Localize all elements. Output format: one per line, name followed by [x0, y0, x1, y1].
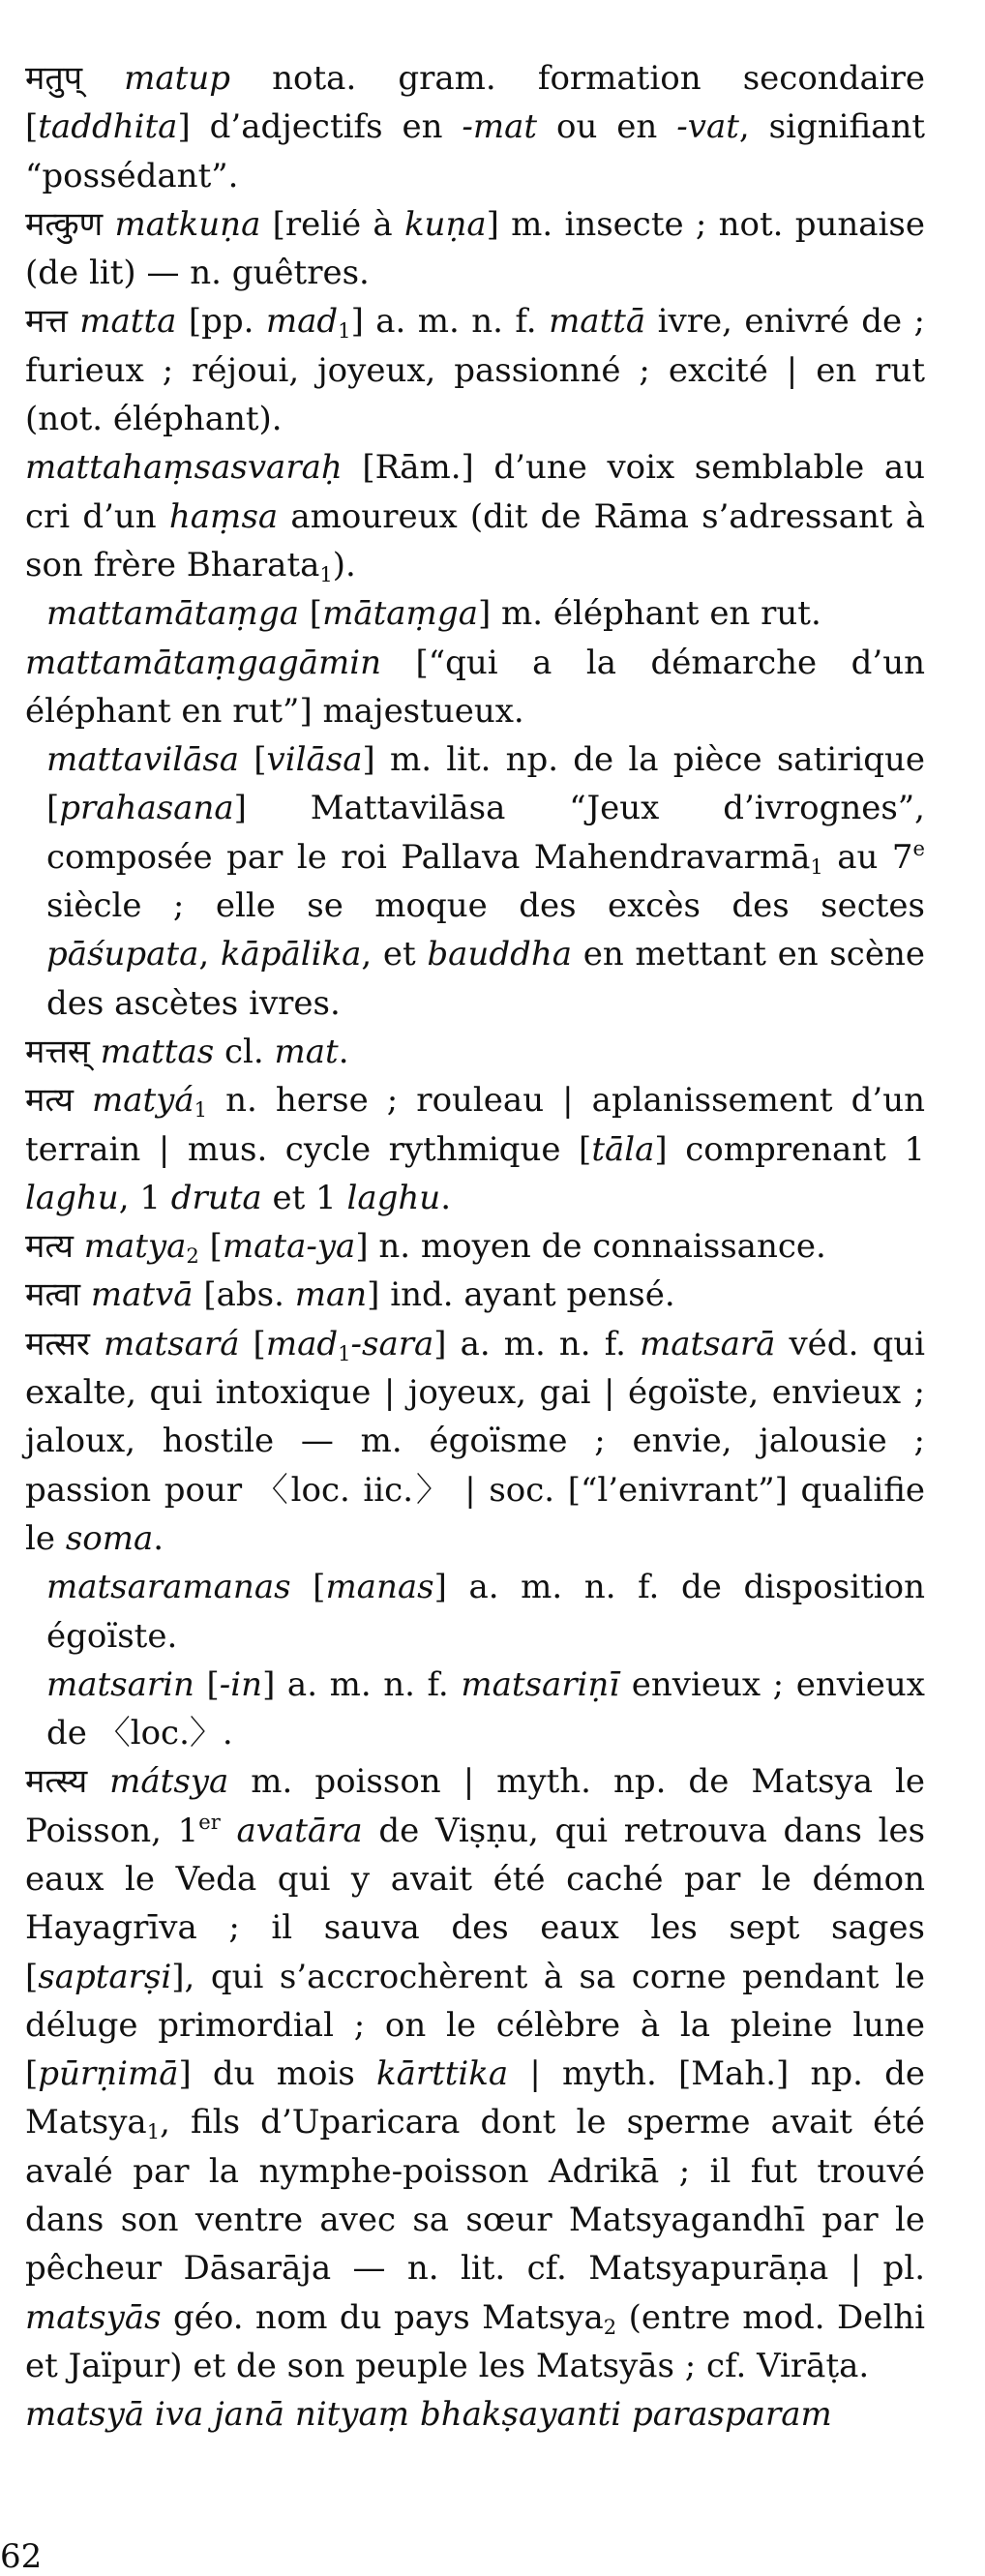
dictionary-entry: मत्त matta [pp. mad$_1$] a. m. n. f. mattā ivre, enivré de ; furieux ; réjoui, joyeux, passionné ; excité | en rut (not. éléphant).	[25, 302, 926, 439]
dictionary-entry: mattavilāsa [vilāsa] m. lit. np. de la pièce satirique [prahasana] Mattavilāsa “Jeux d’ivrognes”, composée par le roi Pallava Mahendravarmā$_1$ au 7e siècle ; elle se moque des excès des sectes pāśupata, kāpālika, et bauddha en mettant en scène des ascètes ivres.	[46, 740, 925, 1023]
dictionary-entry: मत्वा matvā [abs. man] ind. ayant pensé.	[25, 1275, 675, 1315]
dictionary-entry: mattamātaṃga [mātaṃga] m. éléphant en rut.	[46, 594, 821, 634]
dictionary-entry: मतुप् matup nota. gram. formation secondaire [taddhita] d’adjectifs en -mat ou en -vat, signifiant “possédant”.	[25, 59, 926, 195]
dictionary-entry: मत्कुण matkuṇa [relié à kuṇa] m. insecte ; not. punaise (de lit) — n. guêtres.	[25, 204, 926, 293]
dictionary-entry: matsaramanas [manas] a. m. n. f. de disposition égoïste.	[46, 1568, 925, 1656]
dictionary-entry: matsarin [-in] a. m. n. f. matsariṇī envieux ; envieux de 〈loc.〉.	[46, 1664, 925, 1753]
entry-list	[25, 54, 925, 2440]
page-number: 62	[0, 2537, 43, 2576]
dictionary-entry: मत्तस् mattas cl. mat.	[25, 1032, 349, 1071]
dictionary-entry: मत्य matya$_2$ [mata-ya] n. moyen de connaissance.	[25, 1227, 826, 1269]
dictionary-entry: mattamātaṃgagāmin [“qui a la démarche d’un éléphant en rut”] majestueux.	[25, 643, 925, 731]
dictionary-entry: matsyā iva janā nityaṃ bhakṣayanti parasparam	[25, 2395, 832, 2435]
dictionary-page	[25, 54, 925, 2440]
dictionary-entry: मत्य matyá$_1$ n. herse ; rouleau | aplanissement d’un terrain | mus. cycle rythmique [tāla] comprenant 1 laghu, 1 druta et 1 laghu.	[25, 1081, 925, 1217]
dictionary-entry: मत्सर matsará [mad$_1$-sara] a. m. n. f. matsarā véd. qui exalte, qui intoxique | joyeux, gai | égoïste, envieux ; jaloux, hostile — m. égoïsme ; envie, jalousie ; passion pour 〈loc. iic.〉 | soc. [“l’enivrant”] qualifie le soma.	[25, 1324, 925, 1558]
dictionary-entry: मत्स्य mátsya m. poisson | myth. np. de Matsya le Poisson, 1er avatāra de Viṣṇu, qui retrouva dans les eaux le Veda qui y avait été caché par le démon Hayagrīva ; il sauva des eaux les sept sages [saptarṣi], qui s’accrochèrent à sa corne pendant le déluge primordial ; on le célèbre à la pleine lune [pūrṇimā] du mois kārttika | myth. [Mah.] np. de Matsya$_1$, fils d’Uparicara dont le sperme avait été avalé par la nymphe-poisson Adrikā ; il fut trouvé dans son ventre avec sa sœur Matsyagandhī par le pêcheur Dāsarāja — n. lit. cf. Matsyapurāṇa | pl. matsyās géo. nom du pays Matsya$_2$ (entre mod. Delhi et Jaïpur) et de son peuple les Matsyās ; cf. Virāṭa.	[25, 1762, 926, 2385]
dictionary-entry: mattahaṃsasvaraḥ [Rām.] d’une voix semblable au cri d’un haṃsa amoureux (dit de Rāma s’adressant à son frère Bharata$_1$).	[25, 448, 925, 586]
